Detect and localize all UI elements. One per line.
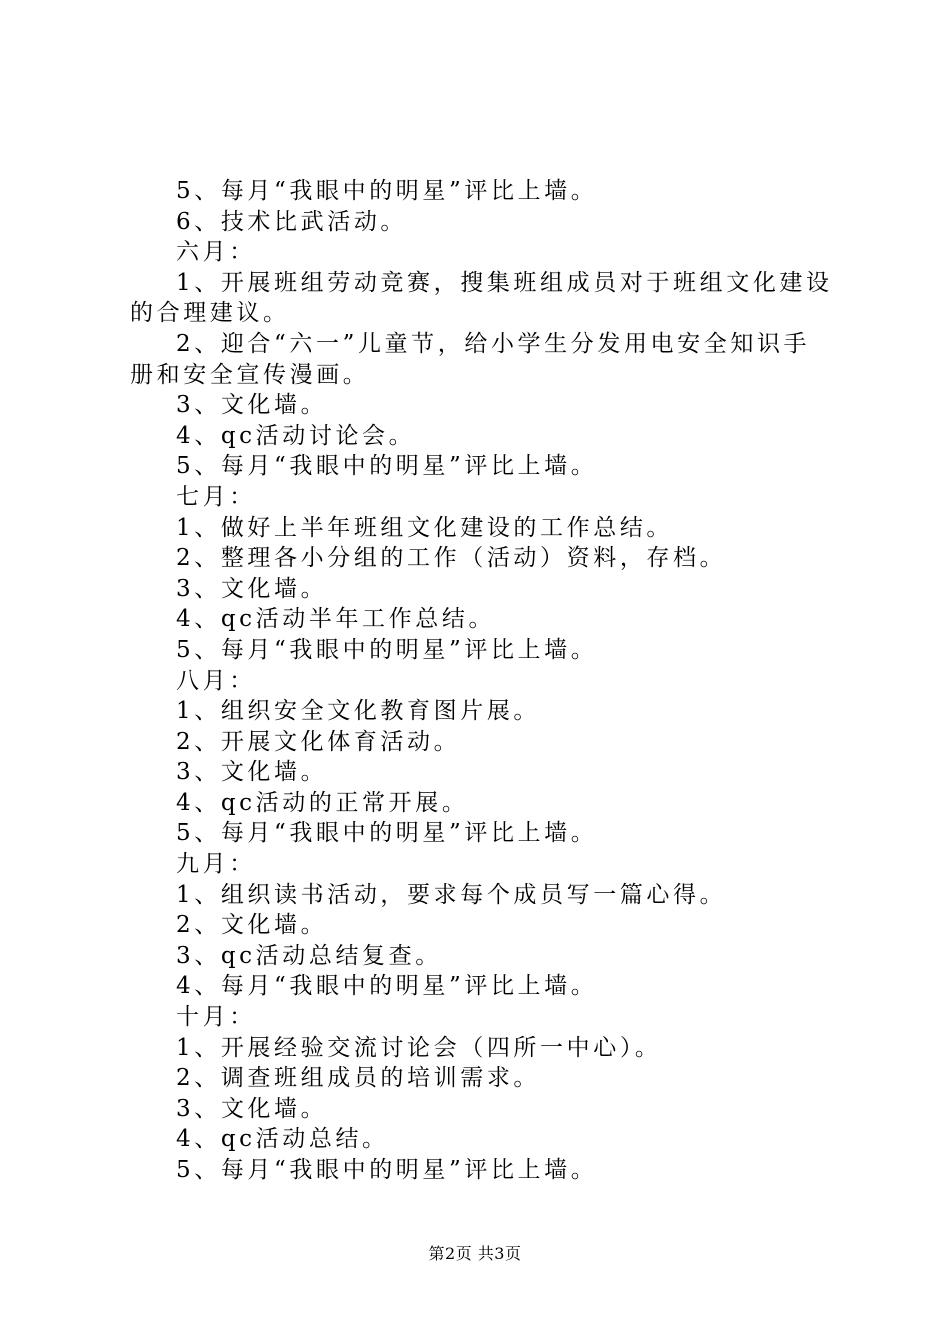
september-heading: 九月： <box>176 851 256 878</box>
june-item-2: 2、迎合“六一”儿童节，给小学生分发用电安全知识手册和安全宣传漫画。 <box>130 330 811 388</box>
september-item-2: 2、文化墙。 <box>176 912 328 939</box>
october-item-1: 1、开展经验交流讨论会（四所一中心）。 <box>176 1034 662 1061</box>
july-item-2: 2、整理各小分组的工作（活动）资料，存档。 <box>176 545 727 572</box>
october-item-3: 3、文化墙。 <box>176 1095 328 1122</box>
september-item-4: 4、每月“我眼中的明星”评比上墙。 <box>176 973 598 1000</box>
august-item-1: 1、组织安全文化教育图片展。 <box>176 698 541 725</box>
july-item-1: 1、做好上半年班组文化建设的工作总结。 <box>176 514 674 541</box>
june-item-1: 1、开展班组劳动竞赛，搜集班组成员对于班组文化建设的合理建议。 <box>130 269 833 327</box>
may-item-6: 6、技术比武活动。 <box>176 208 408 235</box>
july-item-5: 5、每月“我眼中的明星”评比上墙。 <box>176 636 598 663</box>
document-body <box>130 176 834 1186</box>
october-item-2: 2、调查班组成员的培训需求。 <box>176 1065 541 1092</box>
june-item-3: 3、文化墙。 <box>176 392 328 419</box>
october-item-5: 5、每月“我眼中的明星”评比上墙。 <box>176 1157 598 1183</box>
august-heading: 八月： <box>176 667 256 694</box>
august-item-4: 4、qc活动的正常开展。 <box>176 789 469 816</box>
july-item-4: 4、qc活动半年工作总结。 <box>176 606 496 633</box>
july-item-3: 3、文化墙。 <box>176 575 328 602</box>
june-item-5: 5、每月“我眼中的明星”评比上墙。 <box>176 453 598 480</box>
september-item-1: 1、组织读书活动，要求每个成员写一篇心得。 <box>176 881 727 908</box>
september-item-3: 3、qc活动总结复查。 <box>176 942 442 969</box>
july-heading: 七月： <box>176 483 256 510</box>
august-item-5: 5、每月“我眼中的明星”评比上墙。 <box>176 820 598 847</box>
page-number-footer: 第2页 共3页 <box>428 1244 522 1263</box>
october-heading: 十月： <box>176 1004 256 1031</box>
june-item-4: 4、qc活动讨论会。 <box>176 422 416 449</box>
june-heading: 六月： <box>176 239 256 266</box>
october-item-4: 4、qc活动总结。 <box>176 1126 389 1153</box>
may-item-5: 5、每月“我眼中的明星”评比上墙。 <box>176 178 598 204</box>
august-item-2: 2、开展文化体育活动。 <box>176 728 461 755</box>
august-item-3: 3、文化墙。 <box>176 759 328 786</box>
